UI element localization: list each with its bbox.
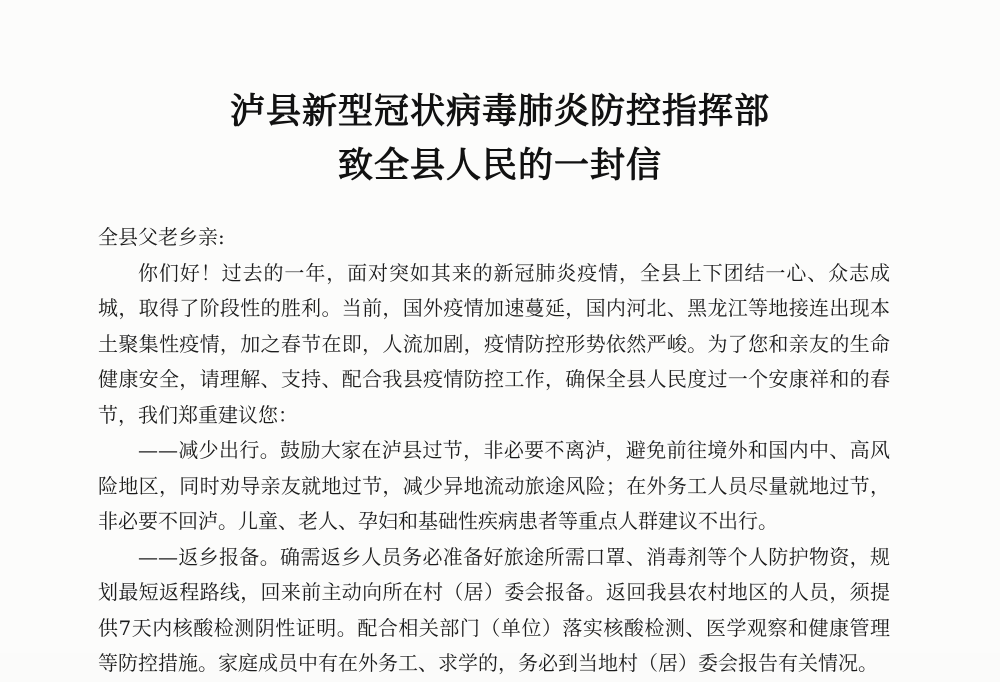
paragraph-reduce-travel: ——减少出行。鼓励大家在泸县过节，非必要不离泸，避免前往境外和国内中、高风险地区，同时劝导亲友就地过节，减少异地流动旅途风险；在外务工人员尽量就地过节，非必要不回泸。儿童、老人、孕妇和基础性疾病患者等重点人群建议不出行。 <box>98 438 890 533</box>
paragraph-greeting: 你们好！过去的一年，面对突如其来的新冠肺炎疫情，全县上下团结一心、众志成城，取得了阶段性的胜利。当前，国外疫情加速蔓延，国内河北、黑龙江等地接连出现本土聚集性疫情，加之春节在即，人流加剧，疫情防控形势依然严峻。为了您和亲友的生命健康安全，请理解、支持、配合我县疫情防控工作，确保全县人民度过一个安康祥和的春节，我们郑重建议您： <box>98 260 890 427</box>
salutation: 全县父老乡亲: <box>98 225 225 249</box>
title-line-1: 泸县新型冠状病毒肺炎防控指挥部 <box>229 92 770 132</box>
letter-body <box>98 220 890 682</box>
title-line-2: 致全县人民的一封信 <box>337 146 662 186</box>
paragraph-return-report: ——返乡报备。确需返乡人员务必准备好旅途所需口罩、消毒剂等个人防护物资，规划最短返程路线，回来前主动向所在村（居）委会报备。返回我县农村地区的人员，须提供7天内核酸检测阴性证明。配合相关部门（单位）落实核酸检测、医学观察和健康管理等防控措施。家庭成员中有在外务工、求学的，务必到当地村（居）委会报告有关情况。 <box>98 544 890 675</box>
